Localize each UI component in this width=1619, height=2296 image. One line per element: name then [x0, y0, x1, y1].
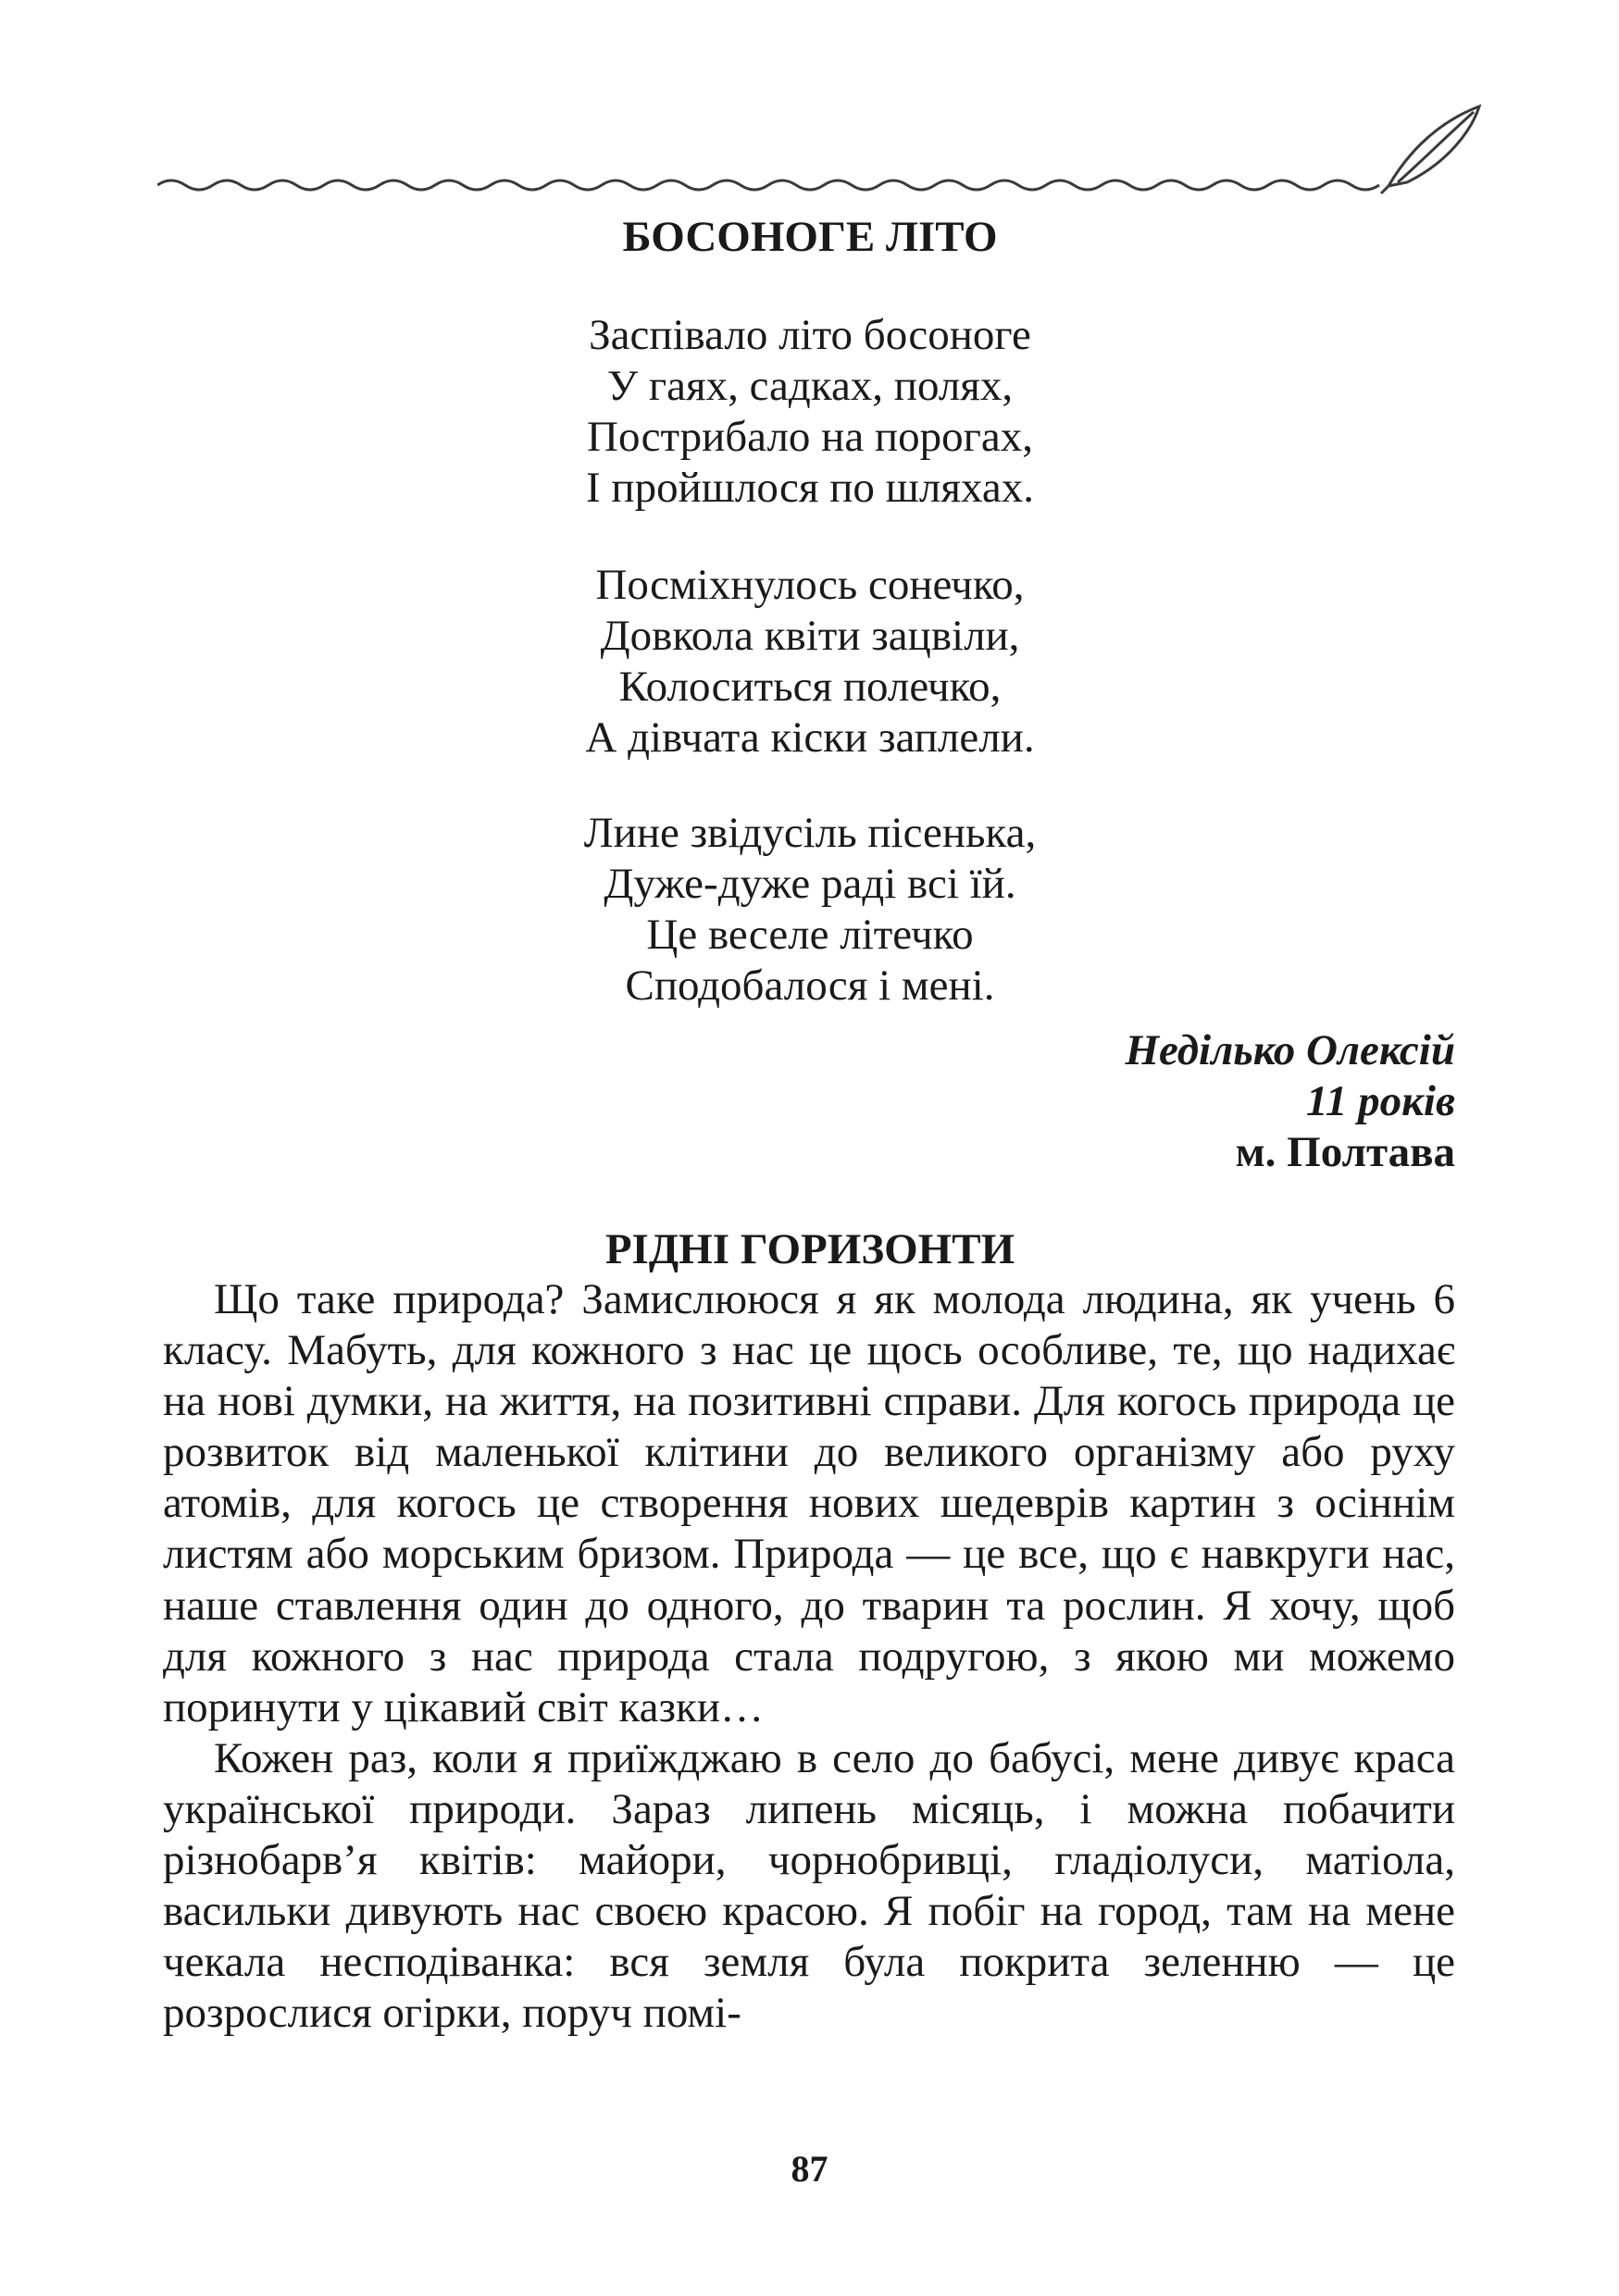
poem-line: Заспівало літо босоноге [589, 311, 1031, 359]
poem-line: Це веселе літечко [646, 911, 974, 959]
poem-line: Лине звідусіль пісенька, [583, 809, 1037, 857]
poem-line: Сподобалося і мені. [625, 962, 995, 1010]
poem-stanza [163, 560, 1457, 763]
author-name: Неділько Олексій [1125, 1026, 1455, 1074]
wavy-line-with-quill-icon [157, 97, 1490, 199]
essay-paragraph: Кожен раз, коли я приїжджаю в село до бабусі, мене дивує краса української природи. Зараз липень місяць, і можна побачити різнобарв’я квітів: майори, чорнобривці, гладіолуси, матіола, васильки дивують нас своєю красою. Я побіг на город, там на мене чекала несподіванка: вся земля була покрита зеленню — це розрослися огірки, поруч помі- [163, 1733, 1455, 2038]
poem-line: І пройшлося по шляхах. [586, 464, 1034, 512]
author-city: м. Полтава [1235, 1128, 1455, 1176]
poem-line: Дуже-дуже раді всі їй. [604, 860, 1016, 908]
poem-line: Колоситься полечко, [618, 663, 1002, 711]
poem-line: Довкола квіти зацвіли, [600, 612, 1020, 660]
essay-title: РІДНІ ГОРИЗОНТИ [604, 1225, 1015, 1273]
quill-icon [1381, 106, 1479, 193]
author-age: 11 років [1305, 1077, 1455, 1125]
poem-title: БОСОНОГЕ ЛІТО [622, 213, 998, 261]
essay-paragraph: Що таке природа? Замислююся я як молода людина, як учень 6 класу. Мабуть, для кожного з нас це щось особливе, те, що надихає на нові думки, на життя, на позитивні справи. Для когось природа це розвиток від маленької клітини до великого організму або руху атомів, для когось це створення нових шедеврів картин з осіннім листям або морським бризом. Природа — це все, що є навкруги нас, наше ставлення один до одного, до тварин та рослин. Я хочу, щоб для кожного з нас природа стала подругою, з якою ми можемо поринути у цікавий світ казки… [163, 1275, 1455, 1731]
page-number: 87 [791, 2148, 828, 2190]
poem-line: Пострибало на порогах, [587, 413, 1033, 461]
poem-line: Посміхнулось сонечко, [595, 561, 1025, 609]
poem-stanza [163, 310, 1457, 514]
poem-line: У гаях, садках, полях, [606, 362, 1014, 410]
essay-body [163, 1274, 1455, 2039]
poem-line: А дівчата кіски заплели. [585, 714, 1035, 762]
poem-stanza [163, 808, 1457, 1011]
poem-signature [163, 1025, 1455, 1178]
